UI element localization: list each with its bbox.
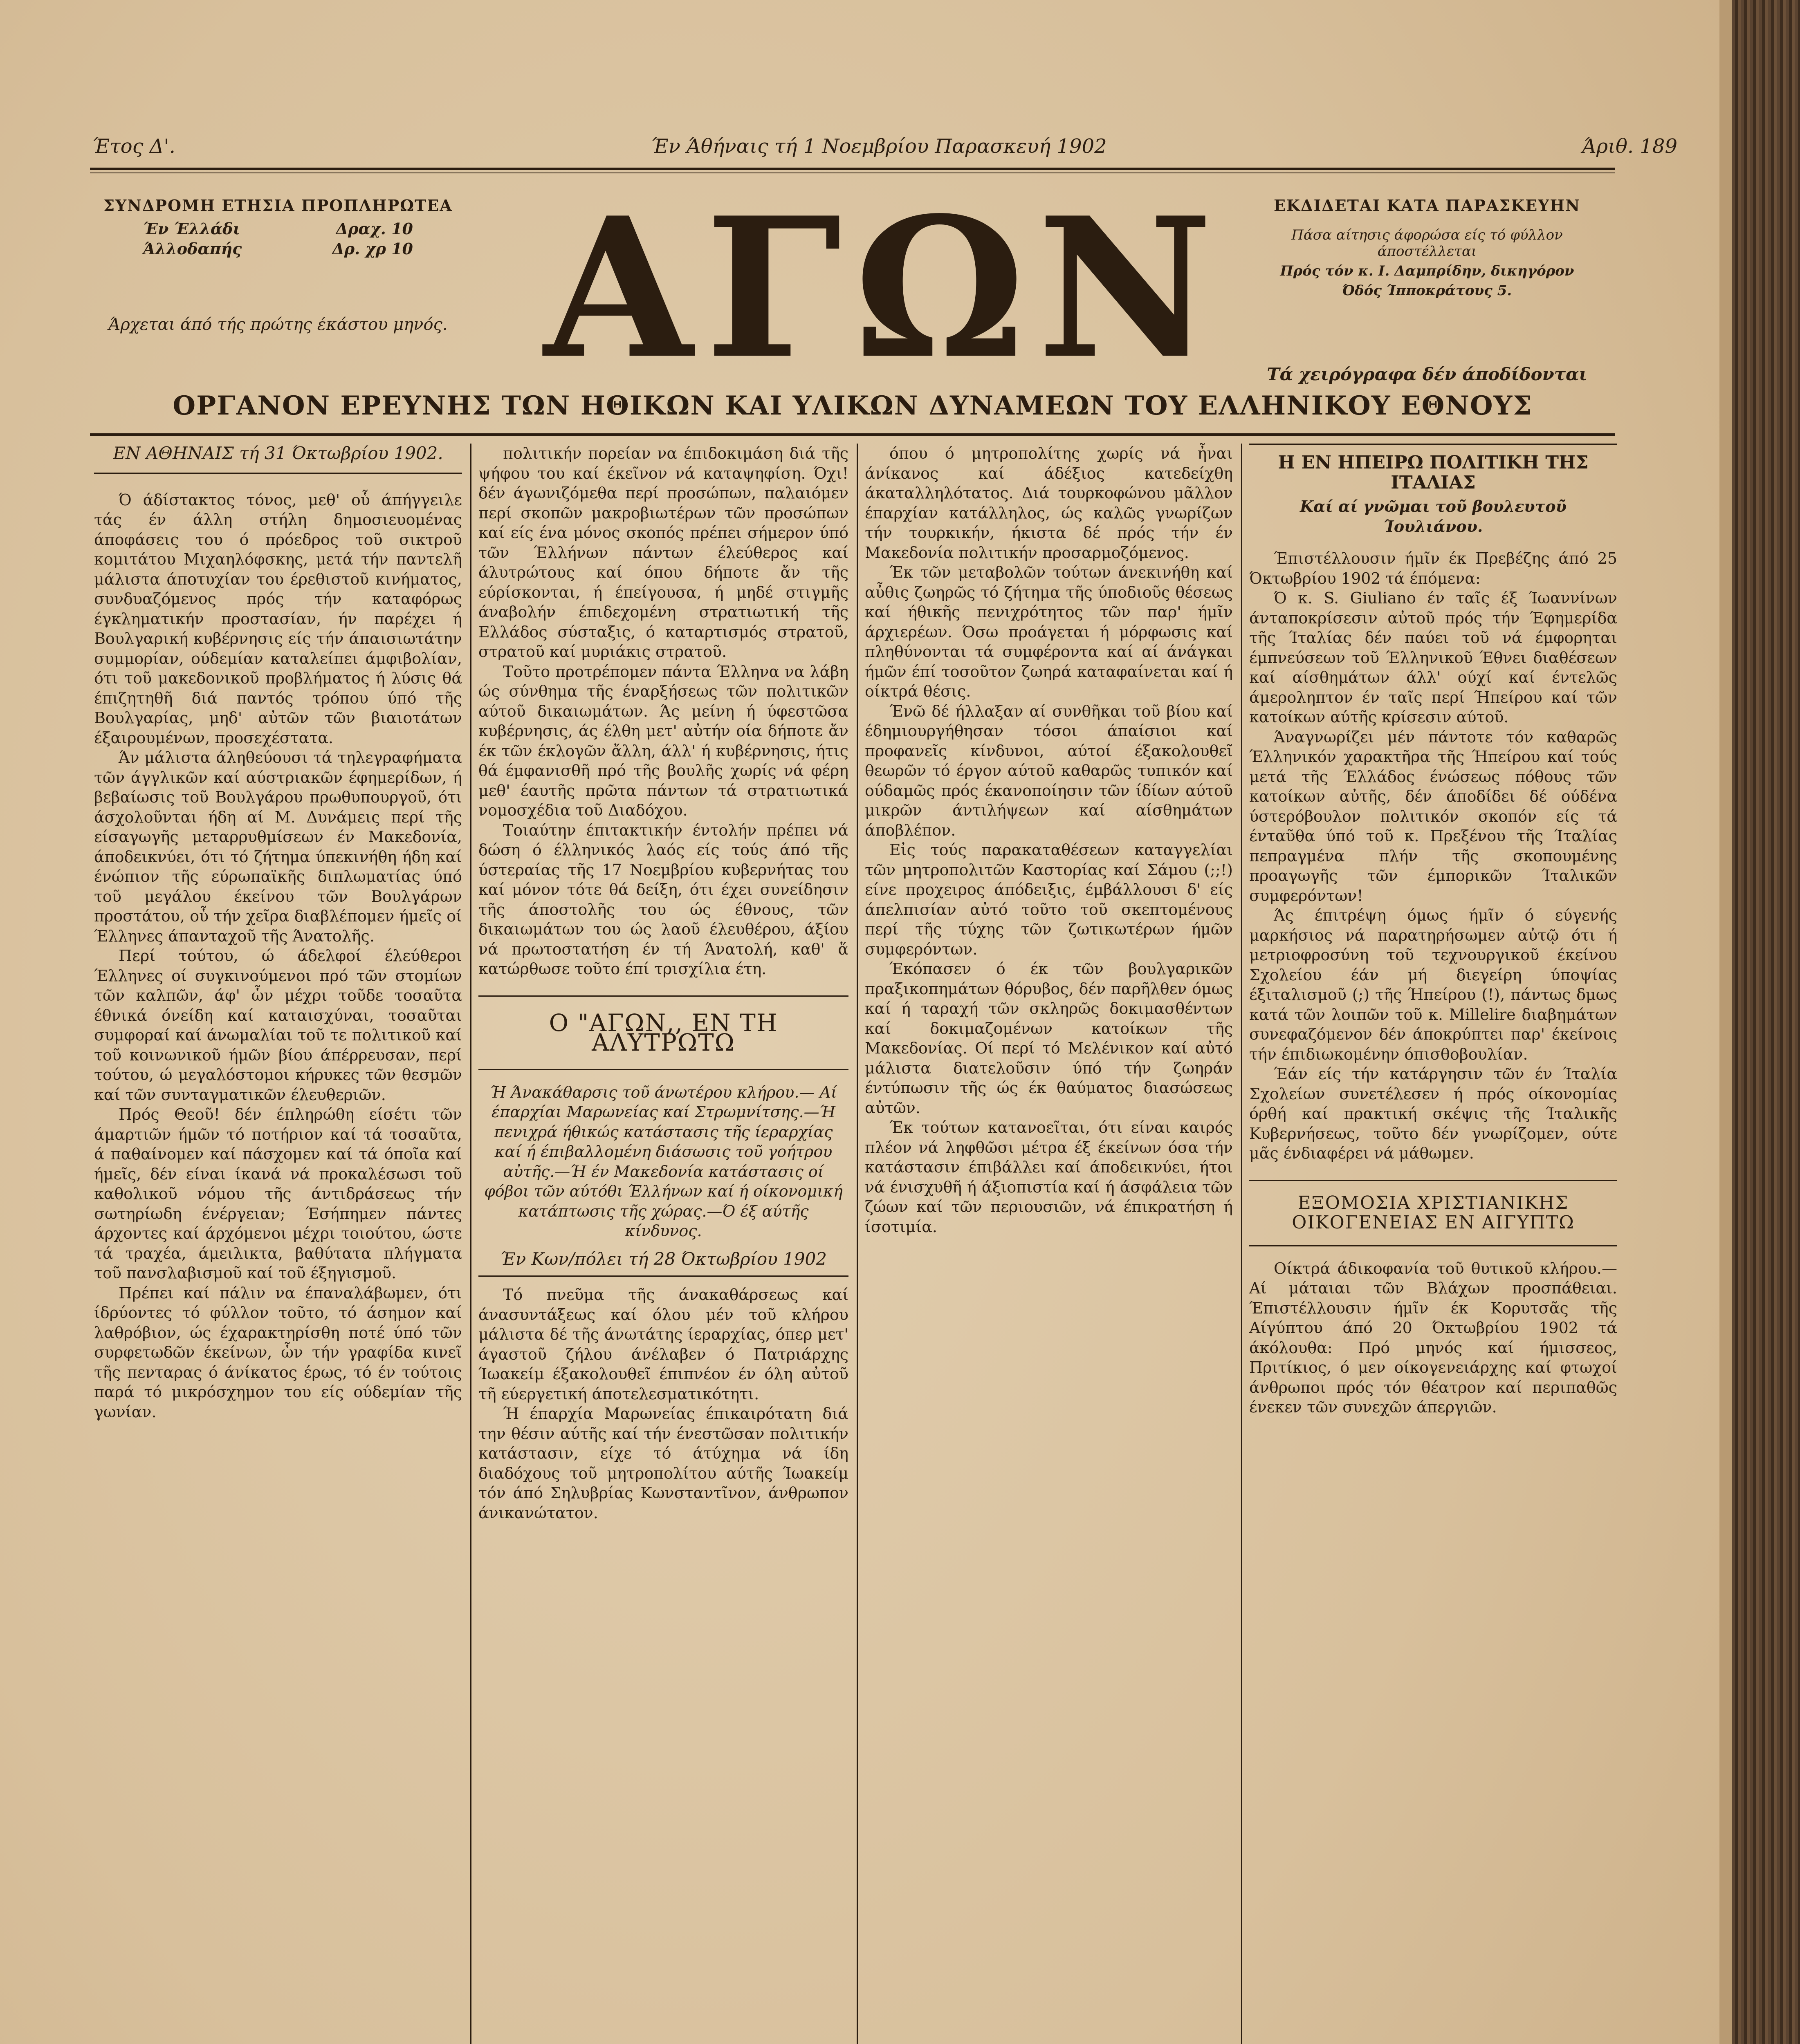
article-paragraph: Τοῦτο προτρέπομεν πάντα Έλληνα να λάβη ώς σύνθημα τῆς έναρξήσεως τῶν πολιτικῶν αύτοῦ δικαιωμάτων. Άς μείνη ή ύφεστῶσα κυβέρνησις, άς έλθη μετ' αὐτήν οία δήποτε ἄν έκ τῶν έκλογῶν ἄλλη, άλλ' ή κυβέρνησις, ήτις θά έμφανισθῆ πρό τῆς βουλῆς χωρίς νά φέρη μεθ' έαυτῆς πρῶτα πάντων τά στρατιωτικά νομοσχέδια τοῦ Διαδόχου. [478,662,848,819]
editorial-paragraph: Πρέπει καί πάλιν να έπαναλάβωμεν, ότι ίδρύοντες τό φύλλον τοῦτο, τό άσημον καί λαθρόβιον, ώς έχαρακτηρίσθη ποτέ ύπό τῶν συρφετωδῶν έκείνων, ὧν τήν γραφίδα κινεῖ τῆς πενταρας ό άνίκατος έρως, τό έν τούτοις παρά τό μικρόσχημον του είς ούδεμίαν τῆς γωνίαν. [94,1284,462,1421]
issue-date: Έν Άθήναις τή 1 Νοεμβρίου Παρασκευή 1902 [651,135,1107,158]
article-paragraph: Έκ τούτων κατανοεῖται, ότι είναι καιρός πλέον νά ληφθῶσι μέτρα έξ έκείνων όσα τήν κατάστασιν έπιβάλλει καί άποδεικνύει, ήτοι νά ένισχυθῆ ή άξιοπιστία καί ή άσφάλεια τῶν ζώων καί τῶν περιουσιῶν, νά έπικρατήση ή ίσοτιμία. [865,1118,1233,1236]
price-greece: Δραχ. 10 [336,220,413,238]
masthead-rule [90,433,1615,436]
issue-year: Έτος Δ'. [92,135,175,158]
article-paragraph: όπου ό μητροπολίτης χωρίς νά ἦναι άνίκανος καί άδέξιος κατεδείχθη άκαταλληλότατος. Διά τουρκοφώνου μᾶλλον έπαρχίαν κατάλληλος, ώς καλῶς γνωρίζων τήν τουρκικήν, ήκιστα δέ πρός τήν έν Μακεδονία πολιτικήν προσαρμοζόμενος. [865,444,1233,562]
second-headline: ΕΞΟΜΟΣΙΑ ΧΡΙΣΤΙΑΝΙΚΗΣ ΟΙΚΟΓΕΝΕΙΑΣ ΕΝ ΑΙΓΥΠΤΩ [1249,1180,1617,1246]
address-line-1: Πάσα αίτησις άφορώσα είς τό φύλλον άποστέλλεται [1291,227,1563,260]
subscription-start-note: Άρχεται άπό τής πρώτης έκάστου μηνός. [108,315,448,334]
editorial-dateline: ΕΝ ΑΘΗΝΑΙΣ τή 31 Όκτωβρίου 1902. [94,444,462,474]
issue-line [92,135,1677,158]
editorial-paragraph: Άν μάλιστα άληθεύουσι τά τηλεγραφήματα τῶν άγγλικῶν καί αύστριακῶν έφημερίδων, ή βεβαίωσις τοῦ Βουλγάρου πρωθυπουργοῦ, ότι άσχολοῦνται ήδη αί Μ. Δυνάμεις περί τῆς είσαγωγῆς μεταρρυθμίσεων έν Μακεδονία, άποδεικνύει, ότι τό ζήτημα ύπεκινήθη ήδη καί ένώπιον τῆς εύρωπαϊκῆς διπλωματίας ύπό τοῦ μεγάλου έκείνου τῶν Βουλγάρων προστάτου, οὗ τήν χεῖρα διαβλέπομεν ήμεῖς οί Έλληνες άπανταχοῦ τῆς Άνατολῆς. [94,749,462,945]
article-paragraph: Έκόπασεν ό έκ τῶν βουλγαρικῶν πραξικοπημάτων θόρυβος, δέν παρῆλθεν όμως καί ή ταραχή τῶν σκληρῶς δοκιμασθέντων καί δοκιμαζομένων κατοίκων τῆς Μακεδονίας. Οί περί τό Μελένικον καί αὐτό μάλιστα διατελοῦσιν ύπό τήν ζωηράν έντύπωσιν τῆς ώς έκ θαύματος διασώσεως αὐτῶν. [865,960,1233,1117]
article-paragraph: Εἰς τούς παρακαταθέσεων καταγγελίαι τῶν μητροπολιτῶν Καστορίας καί Σάμου (;;!) είνε προχειρος άπόδειξις, έμβάλλουσι δ' είς άπελπισίαν αὐτό τοῦτο τοῦ σκεπτομένους περί τῆς τύχης τῶν ζωτικωτέρων ήμῶν συμφερόντων. [865,841,1233,958]
price-label-abroad: Άλλοδαπής [143,240,242,258]
manuscripts-note: Τά χειρόγραφα δέν άποδίδονται [1267,364,1587,384]
newspaper-title: ΑΓΩΝ [544,175,1225,401]
price-row-greece [94,220,462,238]
article-paragraph: Ή έπαρχία Μαρωνείας έπικαιρότατη διά την θέσιν αύτῆς καί τήν ένεστῶσαν πολιτικήν κατάστασιν, είχε τό άτύχημα νά ίδη διαδόχους τοῦ μητροπολίτου αύτῆς Ίωακείμ τόν άπό Σηλυβρίας Κωνσταντῖνον, άνθρωπον άνικανώτατον. [478,1405,848,1522]
column-2 [478,444,848,1523]
editorial-paragraph: Πρός Θεοῦ! δέν έπληρώθη είσέτι τῶν άμαρτιῶν ήμῶν τό ποτήριον καί τά τοσαῦτα, ά παθαίνομεν καί πάσχομεν καί τά όποῖα καί ήμεῖς, δέν είναι ίκανά νά προκαλέσωσι τοῦ καθολικοῦ νόμου τῆς άντιδράσεως τήν σωτηρίωδη ένέργειαν; Έσήπημεν πάντες άρχοντες καί άρχόμενοι μέχρι τοιούτου, ώστε τά τραχέα, άμειλικτα, βαθύτατα πλήγματα τοῦ πανσλαβισμοῦ καί τοῦ έξηγισμοῦ. [94,1105,462,1282]
editorial-paragraph: Περί τούτου, ώ άδελφοί έλεύθεροι Έλληνες οί συγκινούμενοι πρό τῶν στομίων τῶν καλπῶν, άφ' ὧν μέχρι τοῦδε τοσαῦτα έθνικά όνείδη καί καταισχύναι, τοσαῦται συμφοραί καί άνωμαλίαι τοῦ τε πολιτικοῦ καί τοῦ κοινωνικοῦ ήμῶν βίου άπέρρευσαν, περί τούτου, ώ μεγαλόστομοι κήρυκες τῶν θεσμῶν καί τῶν συνταγματικῶν έλευθεριῶν. [94,947,462,1104]
book-binding [1732,0,1800,2044]
address-line-3: Όδός Ίπποκράτους 5. [1342,282,1512,299]
article-paragraph: Τό πνεῦμα τῆς άνακαθάρσεως καί άνασυντάξεως καί όλου μέν τοῦ κλήρου μάλιστα δέ τῆς άνωτάτης ίεραρχίας, όπερ μετ' άγαστοῦ ζήλου άνέλαβεν ό Πατριάρχης Ίωακείμ έξακολουθεῖ έπιπνέον έν όλη αὐτοῦ τῆ εύεργετική άποτελεσματικότητι. [478,1286,848,1403]
newspaper-subtitle: ΟΡΓΑΝΟΝ ΕΡΕΥΝΗΣ ΤΩΝ ΗΘΙΚΩΝ ΚΑΙ ΥΛΙΚΩΝ ΔΥΝΑΜΕΩΝ ΤΟΥ ΕΛΛΗΝΙΚΟΥ ΕΘΝΟΥΣ [173,390,1533,421]
price-row-abroad [94,240,462,258]
section-summary: Ή Άνακάθαρσις τοῦ άνωτέρου κλήρου.— Αί έπαρχίαι Μαρωνείας καί Στρωμνίτσης.—Ή πενιχρά ήθικώς κατάστασις τῆς ίεραρχίας καί ή έπιβαλλομένη διάσωσις τοῦ γοήτρου αὐτῆς.—Ή έν Μακεδονία κατάστασις οί φόβοι τῶν αύτόθι Έλλήνων καί ή οίκονομική κατάπτωσις τῆς χώρας.—Ό έξ αύτῆς κίνδυνος. [484,1083,843,1240]
publication-box [1247,196,1607,384]
article-paragraph: Άναγνωρίζει μέν πάντοτε τόν καθαρῶς Έλληνικόν χαρακτῆρα τῆς Ήπείρου καί τούς μετά τῆς Έλλάδος ένώσεως πόθους τῶν κατοίκων αὐτῆς, δέν άποδίδει δέ ούδένα ύστερόβουλον πολιτικόν σκοπόν είς τά ένταῦθα ύπό τοῦ κ. Πρεξένου τῆς Ίταλίας πεπραγμένα πλήν τῆς σκοπουμένης προαγωγῆς τῶν έμπορικῶν Ίταλικῶν συμφερόντων! [1249,728,1617,905]
subscription-box [94,196,462,334]
subscription-heading: ΣΥΝΔΡΟΜΗ ΕΤΗΣΙΑ ΠΡΟΠΛΗΡΩΤΕΑ [103,196,453,215]
price-abroad: Δρ. χρ 10 [332,240,413,258]
issue-number: Άριθ. 189 [1582,135,1677,158]
column-rule-2 [857,444,858,2044]
column-1 [94,444,462,1422]
article-paragraph: Έπιστέλλουσιν ήμῖν έκ Πρεβέζης άπό 25 Όκτωβρίου 1902 τά έπόμενα: [1249,549,1617,587]
article-paragraph: Τοιαύτην έπιτακτικήν έντολήν πρέπει νά δώση ό έλληνικός λαός είς τούς άπό τῆς ύστεραίας τῆς 17 Νοεμβρίου κυβερνήτας του καί μόνον τότε θά δείξη, ότι έχει συνείδησιν τῆς άποστολῆς του ώς έθνους, τῶν δικαιωμάτων του ώς λαοῦ έλευθέρου, άξίου νά πρωτοστατήση έν τή Άνατολή, καθ' ἅ κατώρθωσε τοῦτο έπί τρισχίλια έτη. [478,821,848,978]
article-paragraph: Οίκτρά άδικοφανία τοῦ θυτικοῦ κλήρου.— Αί μάταιαι τῶν Βλάχων προσπάθειαι. Έπιστέλλουσιν ήμῖν έκ Κορυτσᾶς τῆς Αίγύπτου άπό 20 Όκτωβρίου 1902 τά άκόλουθα: Πρό μηνός καί ήμισσεος, Πριτίκιος, ό μεν οίκογενειάρχης καί φτωχοί άνθρωποι πρός τόν θέατρον καί περιπαθῶς ένεκεν τῶν συνεχῶν άπεργιῶν. [1249,1259,1617,1416]
page-edge [1719,0,1732,2044]
article-paragraph: Έάν είς τήν κατάργησιν τῶν έν Ίταλία Σχολείων συνετέλεσεν ή πρός οίκονομίας όρθή καί πρακτική σκέψις τῆς Ίταλικῆς Κυβερνήσεως, τοῦτο δέν γνωρίζομεν, ούτε μᾶς ένδιαφέρει νά μάθωμεν. [1249,1065,1617,1162]
article-paragraph: Ό κ. S. Giuliano έν ταῖς έξ Ίωαννίνων άνταποκρίσεσιν αὐτοῦ πρός τήν Έφημερίδα τῆς Ίταλίας δέν παύει τοῦ νά έμφορηται έμπνεύσεων τοῦ Έλληνικοῦ Έθνει διαθέσεων καί αίσθημάτων άλλ' ούχί καί έντελῶς άμεροληπτον έν ταῖς περί Ήπείρου καί τῶν κατοίκων αύτῆς κρίσεσιν αύτοῦ. [1249,589,1617,726]
article-paragraph: Ένῶ δέ ήλλαξαν αί συνθῆκαι τοῦ βίου καί έδημιουργήθησαν τόσοι άπαίσιοι καί προφανεῖς κίνδυνοι, αύτοί έξακολουθεῖ θεωρῶν τό έργον αύτοῦ καθαρῶς τυπικόν καί ούδαμῶς πρός έκανοποίησιν τῶν ίδίων αύτοῦ μικρῶν άντιλήψεων καί αίσθημάτων άποβλέπον. [865,702,1233,839]
article-headline: Η ΕΝ ΗΠΕΙΡΩ ΠΟΛΙΤΙΚΗ ΤΗΣ ΙΤΑΛΙΑΣ [1278,452,1589,493]
article-paragraph: Έκ τῶν μεταβολῶν τούτων άνεκινήθη καί αὖθις ζωηρῶς τό ζήτημα τῆς ύποδιοῦς θέσεως καί ήθικῆς πενιχρότητος τῶν παρ' ήμῖν άρχιερέων. Όσω προάγεται ή μόρφωσις καί πληθύνονται τά συμφέροντα καί αί άνάγκαι ήμῶν έπί τοσοῦτον ζωηρά καταφαίνεται καί ή οίκτρά θέσις. [865,563,1233,700]
editorial-paragraph: Ό άδίστακτος τόνος, μεθ' οὗ άπήγγειλε τάς έν άλλη στήλη δημοσιευομένας άποφάσεις του ό πρόεδρος τοῦ σικτροῦ κομιτάτου Μιχαηλόφσκης, μετά τήν παντελῆ μάλιστα άποτυχίαν του έρεθιστοῦ κινήματος, συνδυαζόμενος πρός τήν καταφόρως έγκληματικήν προστασίαν, ήν παρέχει ή Βουλγαρική κυβέρνησις είς τήν άπαισιωτάτην συμμορίαν, ούδεμίαν καταλείπει άμφιβολίαν, ότι τοῦ μακεδονικοῦ προβλήματος ή λύσις θά έπιζητηθῆ διά παντός τρόπου ύπό τῆς Βουλγαρίας, μηδ' αὐτῶν τῶν βιαιοτάτων έξαιρουμένων, προσεχέστατα. [94,491,462,747]
column-rule-1 [470,444,471,2044]
column-rule-3 [1241,444,1242,2044]
price-label-greece: Έν Έλλάδι [143,220,240,238]
top-rule [90,168,1615,170]
column-4 [1249,444,1617,1417]
article-paragraph: πολιτικήν πορείαν να έπιδοκιμάση διά τῆς ψήφου του καί έκεῖνον νά καταψηφίση. Όχι! δέν άγωνιζόμεθα περί προσώπων, παλαιόμεν περί σκοπῶν μακροβιωτέρων τῶν προσώπων καί είς ένα μόνος σκοπός πρέπει σήμερον ύπό τῶν Έλλήνων πάντων έλεύθερος καί άλυτρώτους καί όπου δήποτε ἄν τῆς εύρίσκονται, ή έπείγουσα, ή μηδέ στιγμῆς άναβολήν έπιδεχομένη στρατιωτική τῆς Ελλάδος σύσταξις, ό καταρτισμός στρατοῦ, στρατοῦ καί μυριάκις στρατοῦ. [478,444,848,661]
column-4-top-rule [1249,444,1617,453]
section-dateline: Έν Κων/πόλει τή 28 Όκτωβρίου 1902 [478,1249,848,1277]
section-title: Ο "ΑΓΩΝ,, ΕΝ ΤΗ ΑΛΥΤΡΩΤΩ [478,995,848,1070]
article-paragraph: Άς έπιτρέψη όμως ήμῖν ό εύγενής μαρκήσιος νά παρατηρήσωμεν αὐτῷ ότι ή μετριοφροσύνη τοῦ τεχνουργικοῦ έκείνου Σχολείου έάν μή διεγείρη ύποψίας έξιταλισμοῦ (;) τῆς Ήπείρου (!), πάντως δμως κατά τῶν λοιπῶν τοῦ κ. Millelire διαβημάτων συνεφαζόμενον δέν άποκρύπτει παρ' έκείνοις τήν έπιδιωκομένην όπισθοβουλίαν. [1249,906,1617,1063]
address-line-2: Πρός τόν κ. Ι. Δαμπρίδην, δικηγόρον [1280,263,1574,279]
published-heading: ΕΚΔΙΔΕΤΑΙ ΚΑΤΑ ΠΑΡΑΣΚΕΥΗΝ [1273,196,1580,215]
article-subheadline: Καί αί γνῶμαι τοῦ βουλευτοῦ Ίουλιάνου. [1300,497,1567,536]
column-3 [865,444,1233,1237]
